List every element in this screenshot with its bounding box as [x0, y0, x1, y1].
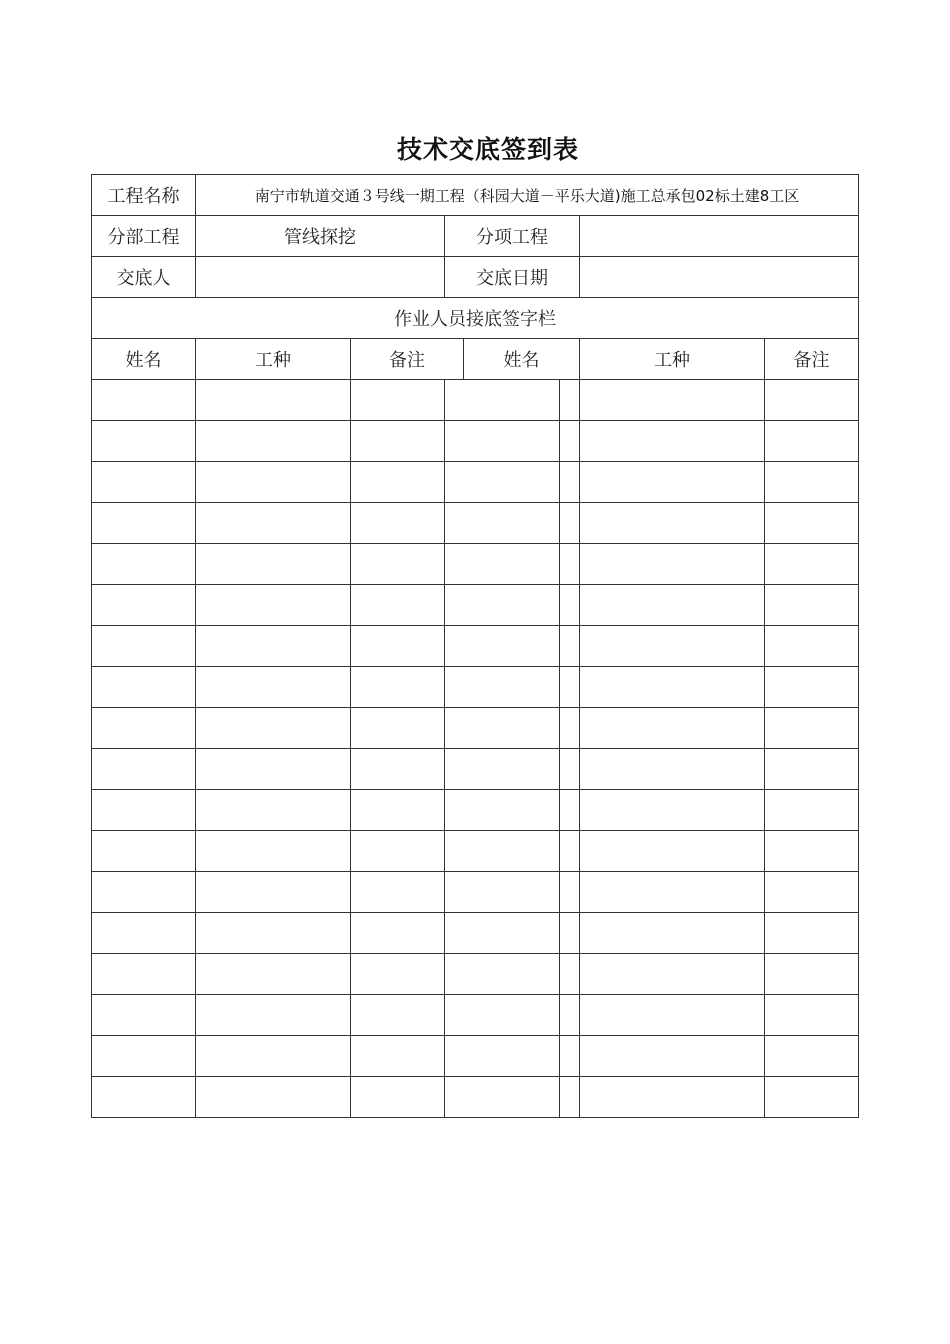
left-remark-cell[interactable]	[351, 626, 445, 667]
left-remark-cell[interactable]	[351, 749, 445, 790]
signature-row	[92, 1077, 859, 1118]
right-name-cell[interactable]	[560, 995, 580, 1036]
briefer-value[interactable]	[196, 257, 445, 298]
left-remark-cell[interactable]	[351, 503, 445, 544]
right-remark-cell[interactable]	[765, 1036, 859, 1077]
signature-row	[92, 503, 859, 544]
right-trade-cell[interactable]	[580, 790, 765, 831]
right-name-cell[interactable]	[560, 708, 580, 749]
left-remark-cell[interactable]	[351, 872, 445, 913]
left-trade-cell[interactable]	[196, 626, 351, 667]
signature-row	[92, 995, 859, 1036]
right-remark-cell[interactable]	[765, 626, 859, 667]
signature-section-title: 作业人员接底签字栏	[92, 298, 859, 339]
left-remark-cell[interactable]	[351, 462, 445, 503]
left-name-cell[interactable]	[92, 585, 196, 626]
right-name-cell[interactable]	[560, 790, 580, 831]
project-name-value[interactable]: 南宁市轨道交通３号线一期工程（科园大道－平乐大道)施工总承包02标土建8工区	[196, 175, 859, 216]
right-name-cell[interactable]	[560, 667, 580, 708]
gap-cell	[445, 872, 560, 913]
right-remark-cell[interactable]	[765, 667, 859, 708]
signature-row	[92, 708, 859, 749]
gap-cell	[445, 749, 560, 790]
left-trade-cell[interactable]	[196, 544, 351, 585]
signature-column-header-row	[92, 339, 859, 380]
left-name-cell[interactable]	[92, 872, 196, 913]
gap-cell	[445, 708, 560, 749]
signature-row	[92, 954, 859, 995]
signature-row	[92, 585, 859, 626]
right-name-cell[interactable]	[560, 462, 580, 503]
right-remark-cell[interactable]	[765, 749, 859, 790]
right-trade-cell[interactable]	[580, 462, 765, 503]
left-name-cell[interactable]	[92, 462, 196, 503]
signature-row	[92, 626, 859, 667]
right-name-cell[interactable]	[560, 831, 580, 872]
left-trade-cell[interactable]	[196, 462, 351, 503]
project-name-row	[92, 175, 859, 216]
left-name-cell[interactable]	[92, 749, 196, 790]
left-remark-cell[interactable]	[351, 421, 445, 462]
left-trade-cell[interactable]	[196, 954, 351, 995]
briefer-label: 交底人	[92, 257, 196, 298]
left-remark-cell[interactable]	[351, 380, 445, 421]
right-trade-cell[interactable]	[580, 954, 765, 995]
left-trade-cell[interactable]	[196, 913, 351, 954]
right-name-cell[interactable]	[560, 1036, 580, 1077]
signature-row	[92, 667, 859, 708]
right-remark-cell[interactable]	[765, 708, 859, 749]
left-trade-header: 工种	[196, 339, 351, 380]
right-remark-cell[interactable]	[765, 872, 859, 913]
page-title: 技术交底签到表	[396, 135, 579, 164]
brief-date-value[interactable]	[580, 257, 859, 298]
left-remark-cell[interactable]	[351, 913, 445, 954]
right-trade-header: 工种	[580, 339, 765, 380]
gap-cell	[445, 913, 560, 954]
signature-row	[92, 1036, 859, 1077]
left-name-cell[interactable]	[92, 1036, 196, 1077]
left-remark-cell[interactable]	[351, 708, 445, 749]
left-name-cell[interactable]	[92, 954, 196, 995]
right-remark-cell[interactable]	[765, 913, 859, 954]
sub-project-row	[92, 216, 859, 257]
project-name-label: 工程名称	[92, 175, 196, 216]
right-name-cell[interactable]	[560, 421, 580, 462]
right-name-cell[interactable]	[560, 954, 580, 995]
gap-cell	[445, 421, 560, 462]
left-remark-cell[interactable]	[351, 995, 445, 1036]
right-trade-cell[interactable]	[580, 831, 765, 872]
gap-cell	[445, 995, 560, 1036]
signature-section-title-row	[92, 298, 859, 339]
left-trade-cell[interactable]	[196, 749, 351, 790]
item-project-label: 分项工程	[445, 216, 580, 257]
left-remark-cell[interactable]	[351, 667, 445, 708]
gap-cell	[445, 1036, 560, 1077]
right-trade-cell[interactable]	[580, 380, 765, 421]
left-name-cell[interactable]	[92, 380, 196, 421]
right-name-cell[interactable]	[560, 626, 580, 667]
right-trade-cell[interactable]	[580, 1036, 765, 1077]
right-trade-cell[interactable]	[580, 421, 765, 462]
right-name-cell[interactable]	[560, 749, 580, 790]
sign-in-table	[91, 174, 859, 1118]
left-remark-cell[interactable]	[351, 544, 445, 585]
gap-cell	[445, 503, 560, 544]
signature-row	[92, 749, 859, 790]
right-trade-cell[interactable]	[580, 544, 765, 585]
gap-cell	[445, 667, 560, 708]
left-trade-cell[interactable]	[196, 995, 351, 1036]
left-remark-cell[interactable]	[351, 790, 445, 831]
left-name-cell[interactable]	[92, 544, 196, 585]
left-remark-header: 备注	[351, 339, 464, 380]
gap-cell	[445, 626, 560, 667]
right-trade-cell[interactable]	[580, 626, 765, 667]
right-name-cell[interactable]	[560, 544, 580, 585]
right-trade-cell[interactable]	[580, 995, 765, 1036]
left-remark-cell[interactable]	[351, 1036, 445, 1077]
gap-cell	[445, 1077, 560, 1118]
left-name-cell[interactable]	[92, 1077, 196, 1118]
right-name-cell[interactable]	[560, 872, 580, 913]
left-trade-cell[interactable]	[196, 708, 351, 749]
left-remark-cell[interactable]	[351, 831, 445, 872]
signature-row	[92, 790, 859, 831]
left-name-cell[interactable]	[92, 995, 196, 1036]
signature-row	[92, 380, 859, 421]
right-name-cell[interactable]	[560, 380, 580, 421]
left-trade-cell[interactable]	[196, 503, 351, 544]
right-remark-cell[interactable]	[765, 954, 859, 995]
signature-row	[92, 831, 859, 872]
briefer-row	[92, 257, 859, 298]
signature-row	[92, 872, 859, 913]
left-name-cell[interactable]	[92, 831, 196, 872]
right-remark-cell[interactable]	[765, 1077, 859, 1118]
right-remark-cell[interactable]	[765, 544, 859, 585]
sub-project-value[interactable]: 管线探挖	[196, 216, 445, 257]
gap-cell	[445, 544, 560, 585]
gap-cell	[445, 954, 560, 995]
right-trade-cell[interactable]	[580, 667, 765, 708]
sub-project-label: 分部工程	[92, 216, 196, 257]
left-trade-cell[interactable]	[196, 667, 351, 708]
signature-row	[92, 462, 859, 503]
right-name-cell[interactable]	[560, 585, 580, 626]
left-name-cell[interactable]	[92, 708, 196, 749]
left-name-cell[interactable]	[92, 790, 196, 831]
left-name-cell[interactable]	[92, 667, 196, 708]
gap-cell	[445, 380, 560, 421]
signature-row	[92, 421, 859, 462]
gap-cell	[445, 790, 560, 831]
left-trade-cell[interactable]	[196, 831, 351, 872]
right-remark-header: 备注	[765, 339, 859, 380]
right-remark-cell[interactable]	[765, 380, 859, 421]
gap-cell	[445, 585, 560, 626]
right-remark-cell[interactable]	[765, 503, 859, 544]
right-trade-cell[interactable]	[580, 872, 765, 913]
left-remark-cell[interactable]	[351, 585, 445, 626]
right-remark-cell[interactable]	[765, 462, 859, 503]
right-remark-cell[interactable]	[765, 831, 859, 872]
right-trade-cell[interactable]	[580, 1077, 765, 1118]
right-remark-cell[interactable]	[765, 585, 859, 626]
left-trade-cell[interactable]	[196, 1077, 351, 1118]
right-trade-cell[interactable]	[580, 585, 765, 626]
left-name-cell[interactable]	[92, 626, 196, 667]
right-trade-cell[interactable]	[580, 749, 765, 790]
left-trade-cell[interactable]	[196, 872, 351, 913]
left-name-cell[interactable]	[92, 421, 196, 462]
right-trade-cell[interactable]	[580, 708, 765, 749]
right-name-cell[interactable]	[560, 1077, 580, 1118]
brief-date-label: 交底日期	[445, 257, 580, 298]
right-name-cell[interactable]	[560, 913, 580, 954]
right-trade-cell[interactable]	[580, 503, 765, 544]
left-trade-cell[interactable]	[196, 585, 351, 626]
left-trade-cell[interactable]	[196, 380, 351, 421]
left-name-header: 姓名	[92, 339, 196, 380]
item-project-value[interactable]	[580, 216, 859, 257]
signature-row	[92, 544, 859, 585]
left-trade-cell[interactable]	[196, 790, 351, 831]
right-name-header: 姓名	[464, 339, 580, 380]
right-name-cell[interactable]	[560, 503, 580, 544]
gap-cell	[445, 831, 560, 872]
signature-row	[92, 913, 859, 954]
left-remark-cell[interactable]	[351, 954, 445, 995]
right-remark-cell[interactable]	[765, 995, 859, 1036]
right-trade-cell[interactable]	[580, 913, 765, 954]
left-name-cell[interactable]	[92, 913, 196, 954]
left-remark-cell[interactable]	[351, 1077, 445, 1118]
right-remark-cell[interactable]	[765, 790, 859, 831]
left-trade-cell[interactable]	[196, 1036, 351, 1077]
left-name-cell[interactable]	[92, 503, 196, 544]
gap-cell	[445, 462, 560, 503]
left-trade-cell[interactable]	[196, 421, 351, 462]
right-remark-cell[interactable]	[765, 421, 859, 462]
